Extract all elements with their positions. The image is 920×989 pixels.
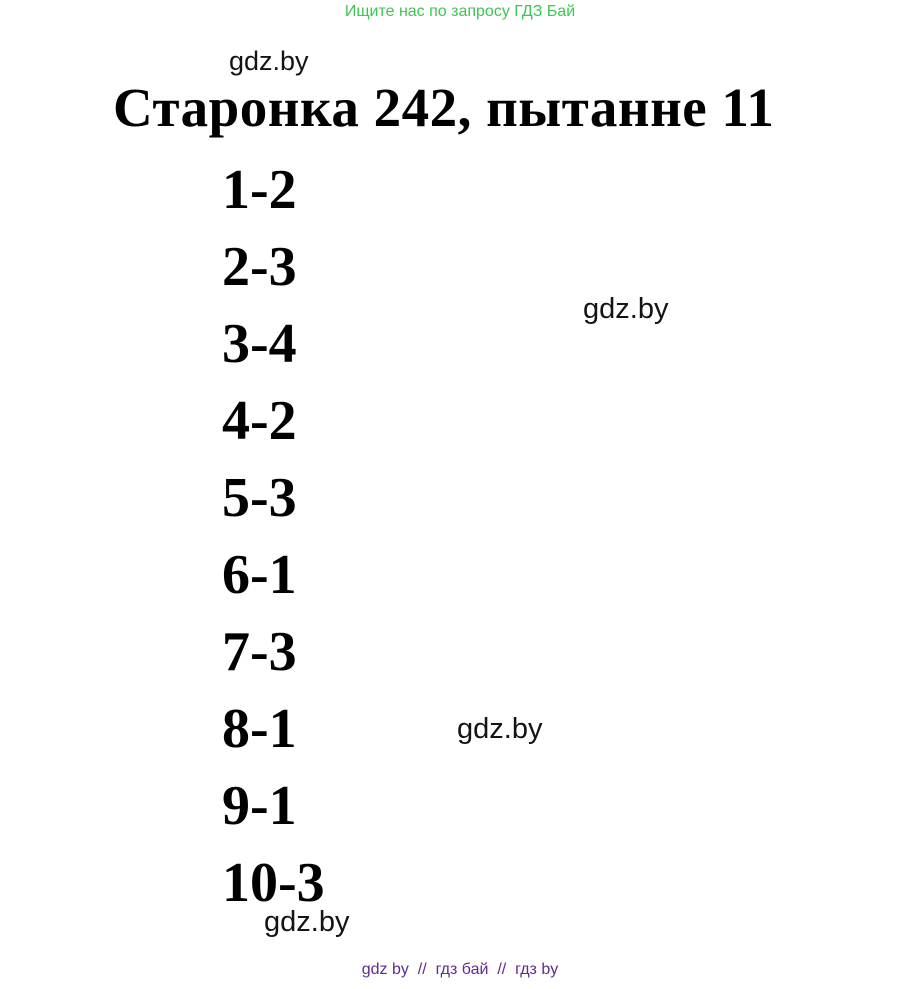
watermark-gdz-bottom: gdz.by [264,906,350,938]
watermark-gdz-top: gdz.by [229,46,309,76]
answer-item-5: 5-3 [222,467,297,529]
answer-item-9: 9-1 [222,775,297,837]
watermark-gdz-middle-right: gdz.by [583,293,669,325]
answer-item-7: 7-3 [222,621,297,683]
answer-item-10: 10-3 [222,852,325,914]
answer-item-6: 6-1 [222,544,297,606]
answers-list [222,152,325,922]
footer-keywords: gdz by // гдз бай // гдз by [361,961,559,978]
answer-item-1: 1-2 [222,159,297,221]
page-title: Старонка 242, пытанне 11 [113,77,775,138]
answer-item-4: 4-2 [222,390,297,452]
promo-banner-text: Ищите нас по запросу ГДЗ Бай [344,3,576,20]
answer-item-8: 8-1 [222,698,297,760]
answer-item-2: 2-3 [222,236,297,298]
answer-item-3: 3-4 [222,313,297,375]
watermark-gdz-middle-center: gdz.by [457,713,543,745]
